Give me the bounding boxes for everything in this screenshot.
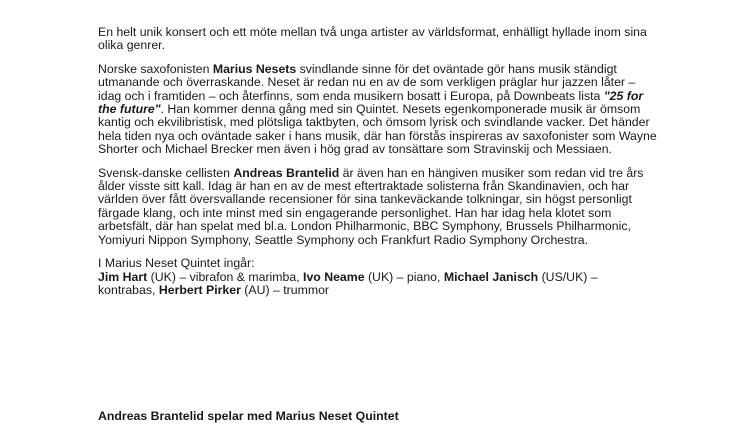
nesets-text-2: . Han kommer denna gång med sin Quintet. Nesets egenkomponerade musik är ömsom kantig och ekvilibristisk, med plötsliga taktbyten, och ömsom lyrisk och svindlande vacker. Det händer hela tiden nya och oväntade saker i hans musik, där han förstås inspireras av saxofonister som Wayne Shorter och Michael Brecker men även i hög grad av tonsättare som Stravinskij och Messiaen. [98, 102, 657, 157]
nesets-paragraph [98, 63, 658, 157]
intro-paragraph [98, 26, 658, 53]
brantelid-paragraph [98, 167, 658, 247]
cutoff-heading: Andreas Brantelid spelar med Marius Neset Quintet [98, 410, 399, 423]
member-michael-janisch-role: (US/UK) – kontrabas, [98, 269, 598, 297]
member-jim-hart-role: (UK) – vibrafon & marimba, [147, 269, 304, 284]
intro-text: En helt unik konsert och ett möte mellan två unga artister av världsformat, enhälligt hyllade inom sina olika genrer. [98, 25, 647, 53]
member-herbert-pirker-role: (AU) – trummor [240, 282, 330, 297]
lineup-heading: I Marius Neset Quintet ingår: [98, 256, 255, 271]
nesets-quote: "25 for the future" [98, 88, 644, 117]
member-jim-hart: Jim Hart [98, 269, 148, 284]
nesets-name: Marius Nesets [212, 61, 297, 76]
article-body [98, 26, 658, 307]
brantelid-name: Andreas Brantelid [233, 165, 340, 180]
brantelid-lead: Svensk-danske cellisten [98, 165, 234, 180]
member-michael-janisch: Michael Janisch [443, 269, 539, 284]
member-ivo-neame-role: (UK) – piano, [364, 269, 444, 284]
nesets-text-1: svindlande sinne för det oväntade gör hans musik ständigt utmanande och överraskande. Neset är redan nu en av de som verkligen präglar hur jazzen låter – idag och i framtiden – och återfinns, som enda musikern bosatt i Europa, på Downbeats lista [98, 61, 636, 103]
nesets-lead: Norske saxofonisten [98, 61, 213, 76]
brantelid-text: är även han en hängiven musiker som redan vid tre års ålder visste sitt kall. Idag är han en av de mest eftertraktade solisterna från Skandinavien, och har världen över fått översvallande recensioner för sina tankeväckande tolkningar, sin högst personligt färgade klang, och inte minst med sin engagerande personlighet. Han har idag hela klotet som arbetsfält, där han spelat med bl.a. London Philharmonic, BBC Symphony, Brussels Philharmonic, Yomiyuri Nippon Symphony, Seattle Symphony och Frankfurt Radio Symphony Orchestra. [98, 165, 644, 247]
lineup-paragraph [98, 257, 658, 297]
member-ivo-neame: Ivo Neame [303, 269, 365, 284]
member-herbert-pirker: Herbert Pirker [158, 282, 241, 297]
